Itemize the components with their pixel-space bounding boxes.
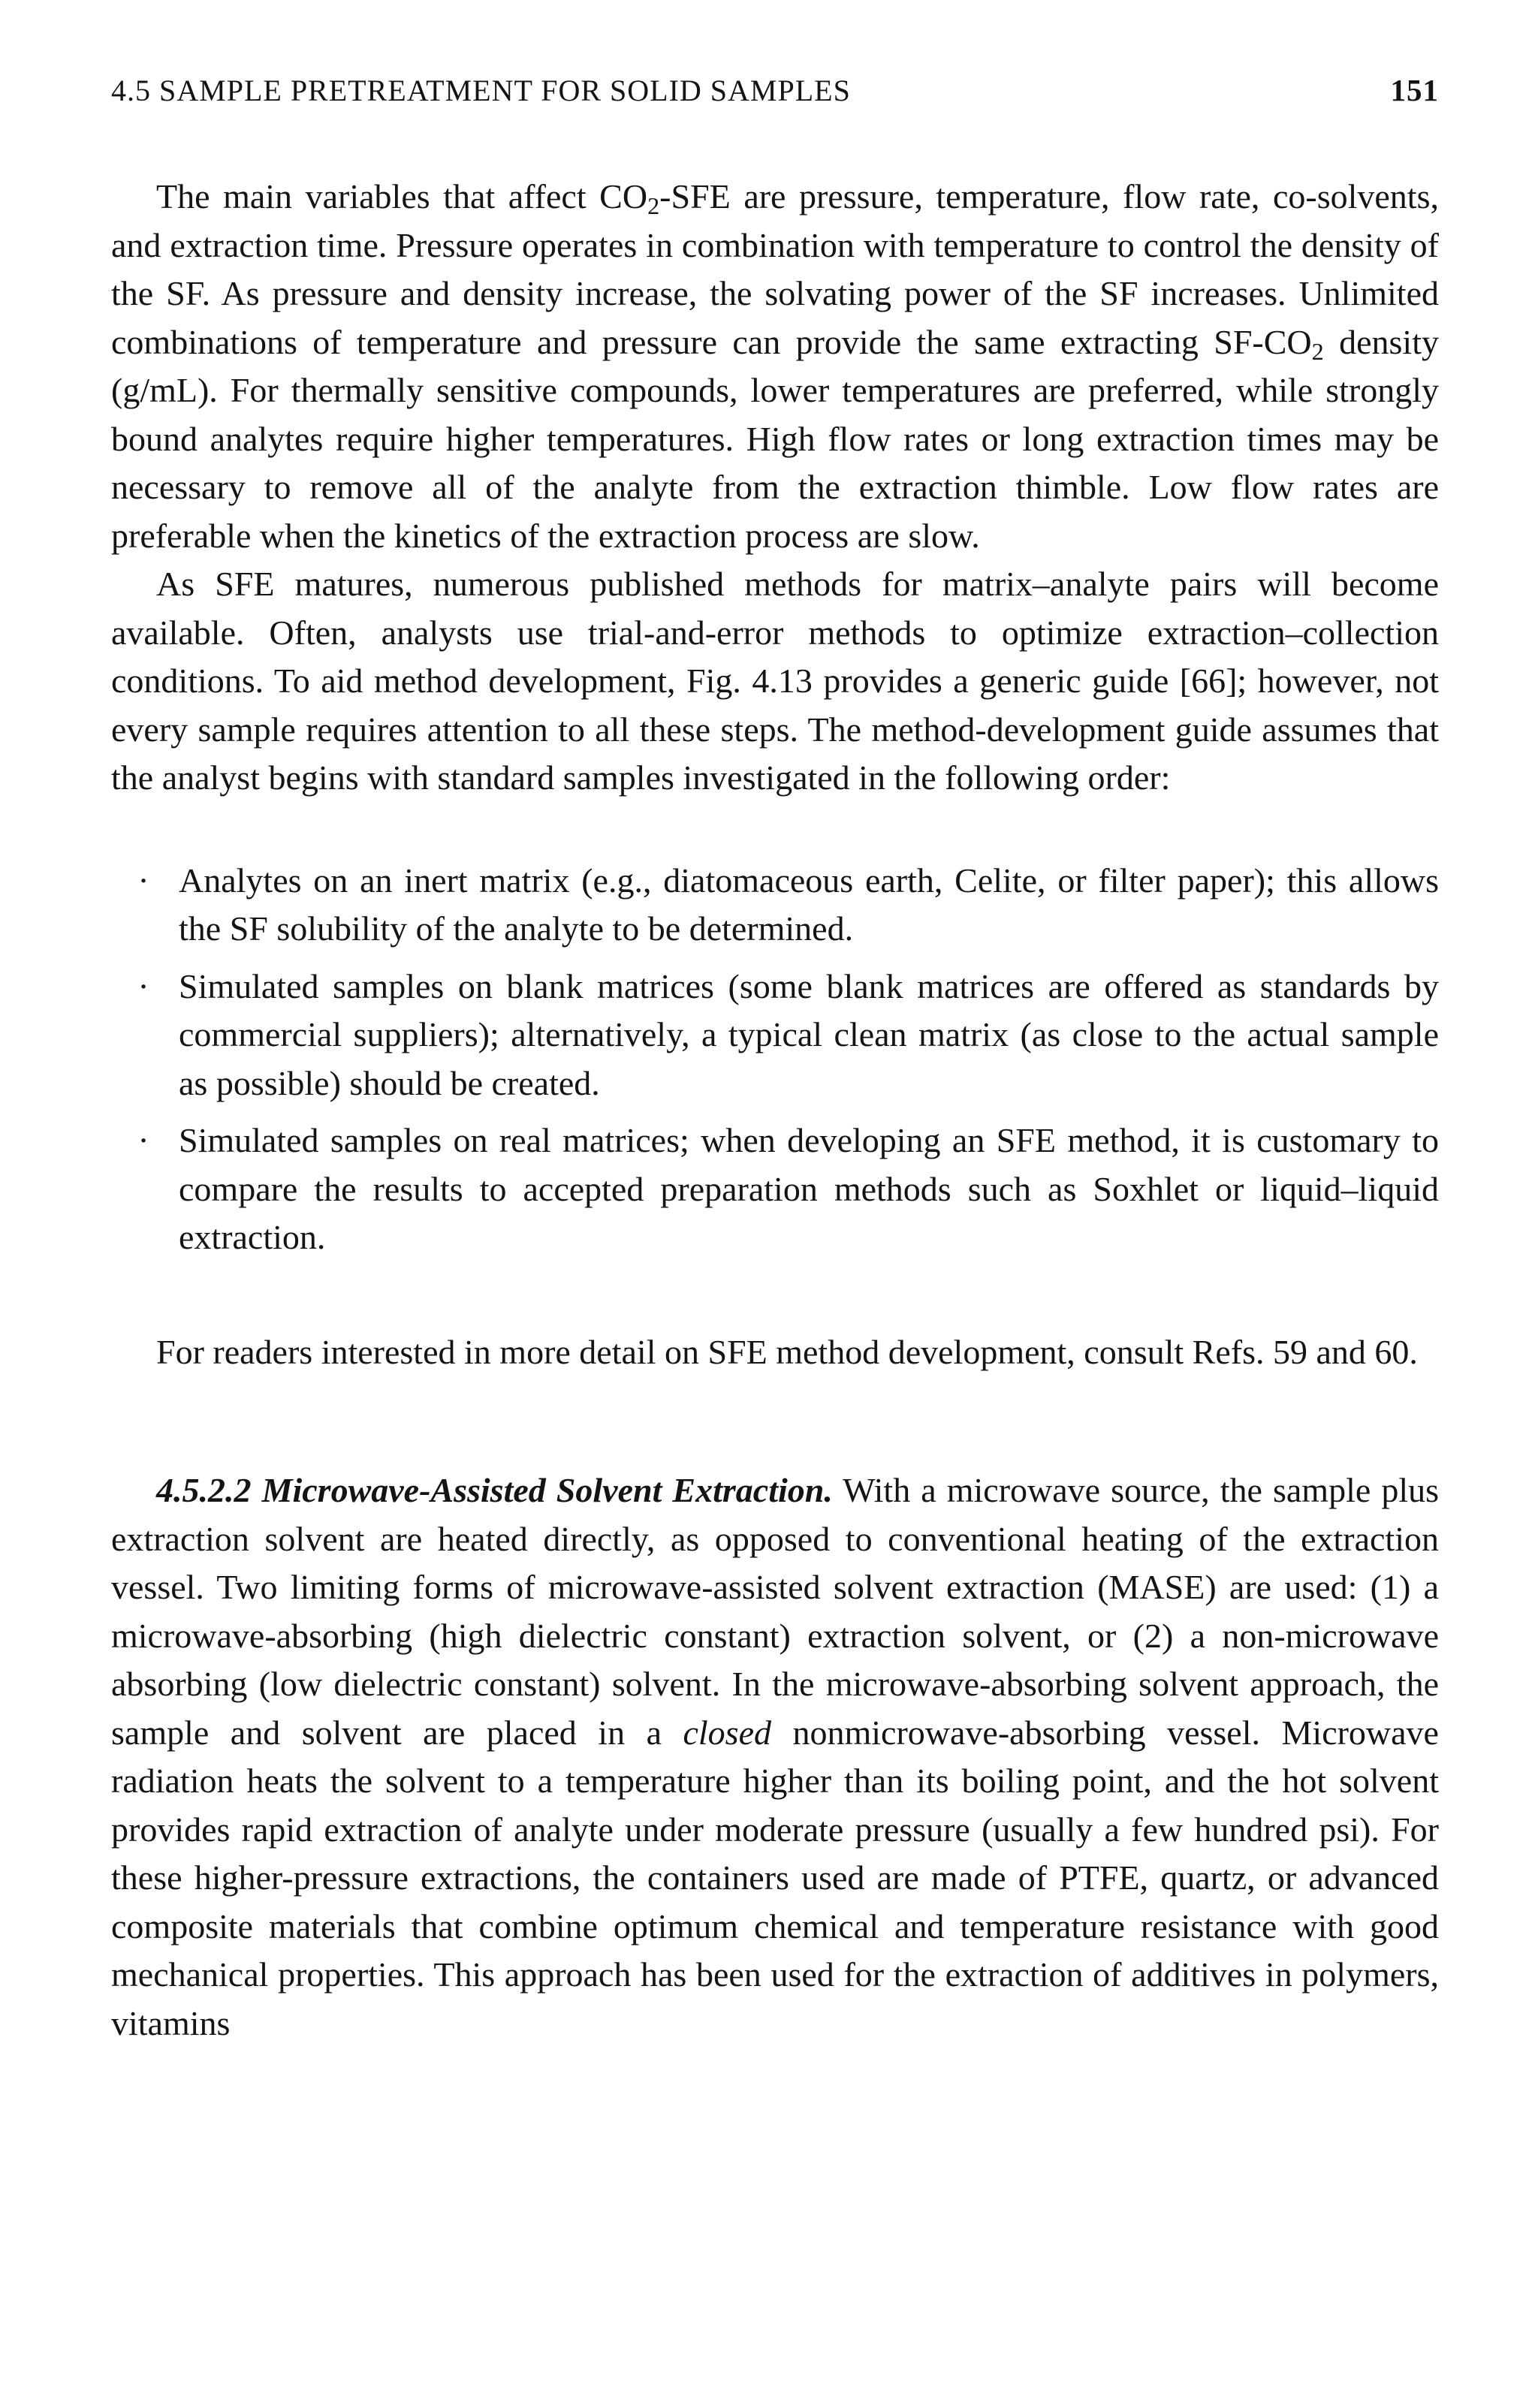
paragraph-sfe-variables: The main variables that affect $CO_2$-SFE are pressure, temperature, flow rate, co-solvents, and extraction time. Pressure operates in combination with temperature to control the density of the SF. As pressure and density increase, the solvating power of the SF increases. Unlimited combinations of temperature and pressure can provide the same extracting $SF-CO_2$ density (g/mL). For thermally sensitive compounds, lower temperatures are preferred, while strongly bound analytes require higher temperatures. High flow rates or long extraction times may be necessary to remove all of the analyte from the extraction thimble. Low flow rates are preferable when the kinetics of the extraction process are slow. — [111, 177, 1439, 555]
body-text — [111, 173, 1439, 2048]
paragraph-sfe-matures: As SFE matures, numerous published methods for matrix–analyte pairs will become available. Often, analysts use trial-and-error methods to optimize extraction–collection conditions. To aid method development, Fig. 4.13 provides a generic guide [66]; however, not every sample requires attention to all these steps. The method-development guide assumes that the analyst begins with standard samples investigated in the following order: — [111, 565, 1439, 797]
list-item: · Analytes on an inert matrix (e.g., diatomaceous earth, Celite, or filter paper); this allows the SF solubility of the analyte to be determined. — [179, 857, 1439, 954]
section-number: 4.5.2.2 — [156, 1471, 252, 1509]
running-header — [111, 72, 1439, 108]
section-4-5-2-2: 4.5.2.2 Microwave-Assisted Solvent Extraction. With a microwave source, the sample plus extraction solvent are heated directly, as opposed to conventional heating of the extraction vessel. Two limiting forms of microwave-assisted solvent extraction (MASE) are used: (1) a microwave-absorbing (high dielectric constant) extraction solvent, or (2) a non-microwave absorbing (low dielectric constant) solvent. In the microwave-absorbing solvent approach, the sample and solvent are placed in a closed nonmicrowave-absorbing vessel. Microwave radiation heats the solvent to a temperature higher than its boiling point, and the hot solvent provides rapid extraction of analyte under moderate pressure (usually a few hundred psi). For these higher-pressure extractions, the containers used are made of PTFE, quartz, or advanced composite materials that combine optimum chemical and temperature resistance with good mechanical properties. This approach has been used for the extraction of additives in polymers, vitamins — [111, 1471, 1440, 2042]
list-item: · Simulated samples on blank matrices (some blank matrices are offered as standards by commercial suppliers); alternatively, a typical clean matrix (as close to the actual sample as possible) should be created. — [179, 963, 1439, 1108]
bullet-marker: · — [137, 966, 149, 1005]
bullet-marker: · — [137, 860, 149, 900]
running-title: 4.5 SAMPLE PRETREATMENT FOR SOLID SAMPLES — [111, 74, 851, 107]
section-title: Microwave-Assisted Solvent Extraction. — [261, 1471, 833, 1509]
list-item: · Simulated samples on real matrices; when developing an SFE method, it is customary to compare the results to accepted preparation methods such as Soxhlet or liquid–liquid extraction. — [179, 1117, 1439, 1262]
page-number: 151 — [1390, 73, 1439, 107]
bullet-marker: · — [137, 1121, 149, 1159]
paragraph-readers-refs: For readers interested in more detail on SFE method development, consult Refs. 59 and 60. — [156, 1332, 1418, 1371]
standard-samples-list — [111, 857, 1439, 1262]
